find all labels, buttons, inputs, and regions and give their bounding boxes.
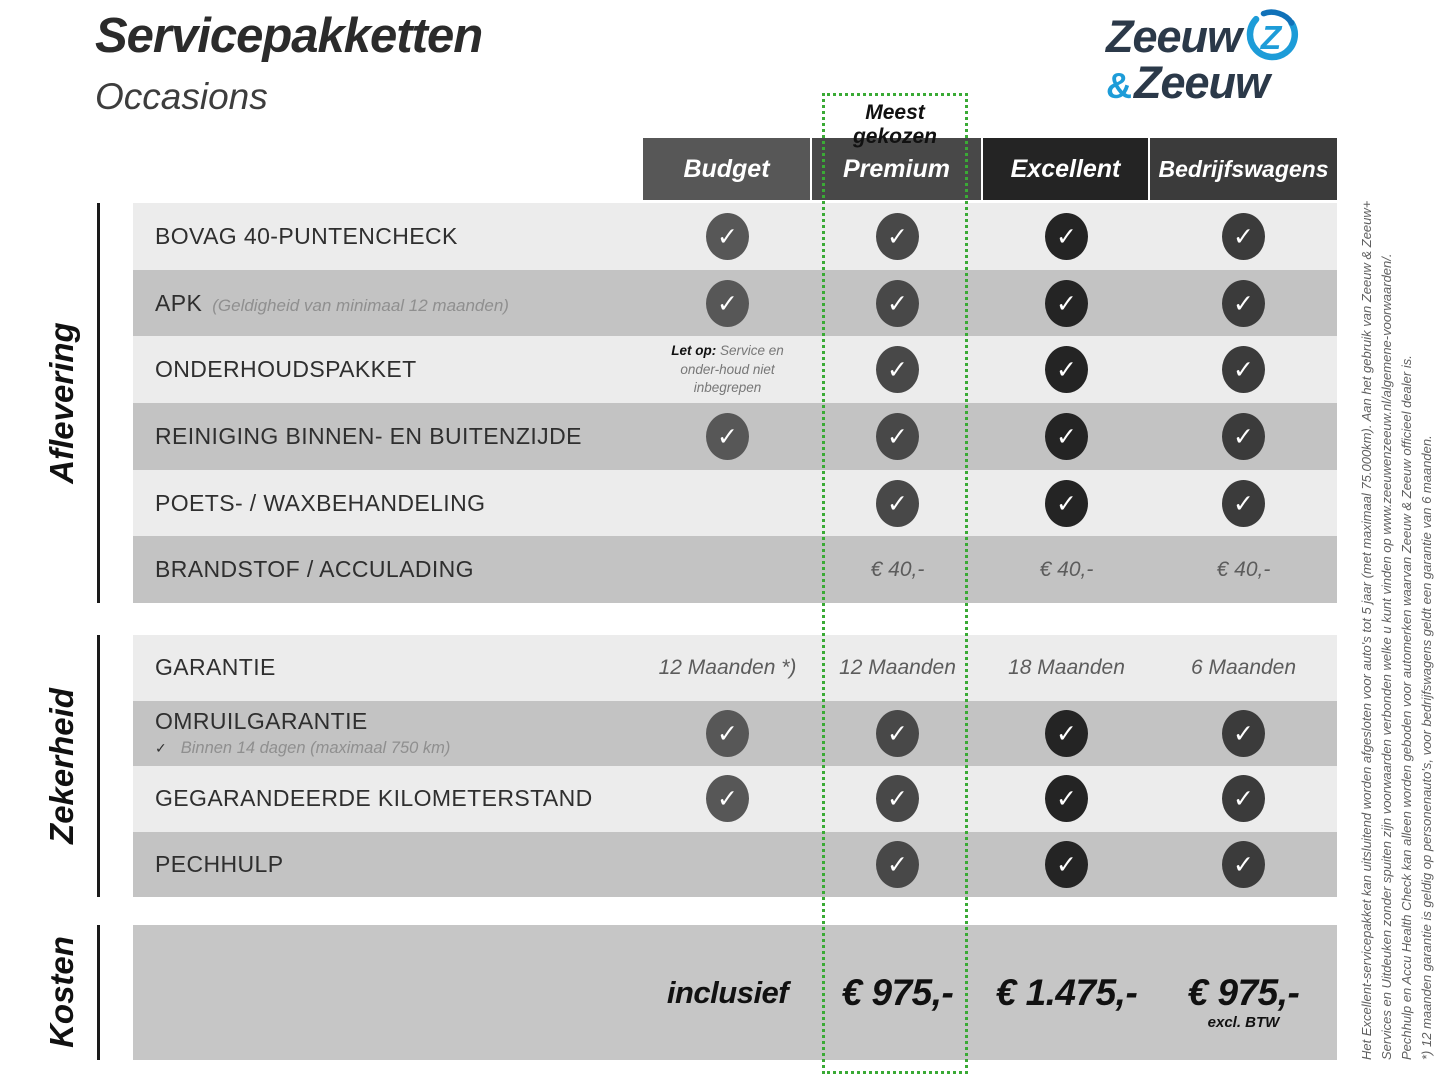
page-subtitle: Occasions (95, 76, 268, 117)
disclaimer-line: Pechhulp en Accu Health Check kan alleen worden geboden voor automerken waarvan Zeeuw & Zeeuw officieel dealer is. (1399, 355, 1414, 1060)
value-cell (1150, 656, 1337, 680)
check-cell (812, 213, 983, 260)
row-label-text: BOVAG 40-PUNTENCHECK (155, 222, 458, 249)
check-icon: ✓ (1045, 841, 1088, 888)
table-row (133, 701, 1337, 767)
row-label-text: GEGARANDEERDE KILOMETERSTAND (155, 785, 593, 812)
check-cell (983, 480, 1150, 527)
check-icon: ✓ (1222, 346, 1265, 393)
check-cell (643, 280, 812, 327)
check-icon: ✓ (706, 280, 749, 327)
check-cell (812, 710, 983, 757)
kosten-cell-premium (812, 972, 983, 1014)
check-cell (1150, 413, 1337, 460)
column-header-budget: Budget (643, 138, 812, 200)
section-divider-aflevering (97, 203, 100, 603)
kosten-value-premium: € 975,- (841, 971, 954, 1013)
cell-value: 6 Maanden (1190, 655, 1297, 679)
table-row (133, 336, 1337, 403)
cell-value: 12 Maanden *) (658, 655, 797, 679)
kosten-row (133, 925, 1337, 1060)
cell-value: 12 Maanden (839, 655, 956, 679)
table-row (133, 470, 1337, 537)
column-headers (643, 138, 1337, 200)
check-cell (983, 346, 1150, 393)
value-cell (643, 656, 812, 680)
check-icon: ✓ (1222, 710, 1265, 757)
row-label-text: APK (155, 289, 203, 316)
cell-value: € 40,- (870, 557, 925, 581)
disclaimer-line: Services en Uitdeuken zonder spuiten zijn voorwaarden verbonden welke u kunt vinden op www.zeeuwenzeeuw.nl/algemene-voorwaarden/. (1379, 253, 1394, 1060)
check-icon: ✓ (706, 413, 749, 460)
check-icon: ✓ (1045, 213, 1088, 260)
table-row (133, 403, 1337, 470)
check-icon: ✓ (876, 841, 919, 888)
value-cell (983, 656, 1150, 680)
row-label (133, 490, 643, 517)
section-rows-zekerheid (133, 635, 1337, 897)
table-row (133, 203, 1337, 270)
check-cell (643, 213, 812, 260)
value-cell (812, 558, 983, 582)
value-cell (812, 656, 983, 680)
check-icon: ✓ (706, 213, 749, 260)
row-label-text: ONDERHOUDSPAKKET (155, 356, 417, 383)
row-label (133, 556, 643, 583)
section-rows-aflevering (133, 203, 1337, 603)
check-icon: ✓ (1045, 480, 1088, 527)
check-icon: ✓ (1222, 213, 1265, 260)
check-cell (983, 413, 1150, 460)
check-icon: ✓ (706, 710, 749, 757)
check-cell (812, 775, 983, 822)
row-label (133, 851, 643, 878)
check-icon: ✓ (876, 280, 919, 327)
row-label (133, 423, 643, 450)
check-cell (983, 775, 1150, 822)
check-icon: ✓ (1222, 775, 1265, 822)
check-cell (983, 280, 1150, 327)
check-cell (983, 710, 1150, 757)
kosten-btw-note: excl. BTW (1207, 1013, 1280, 1031)
logo-z-swoosh-icon (1243, 8, 1299, 64)
check-icon: ✓ (1045, 775, 1088, 822)
check-icon: ✓ (876, 710, 919, 757)
brand-logo (1106, 8, 1346, 107)
check-cell (983, 213, 1150, 260)
check-icon: ✓ (876, 775, 919, 822)
value-cell (983, 558, 1150, 582)
row-label (133, 708, 643, 758)
logo-line-2 (1106, 57, 1346, 108)
check-cell (812, 841, 983, 888)
check-icon: ✓ (1045, 710, 1088, 757)
row-label-text: POETS- / WAXBEHANDELING (155, 489, 486, 516)
row-label-text: OMRUILGARANTIE (155, 708, 368, 735)
check-icon: ✓ (876, 480, 919, 527)
check-cell (812, 480, 983, 527)
table-row (133, 832, 1337, 898)
row-label (133, 654, 643, 681)
kosten-cell-excellent (983, 972, 1150, 1014)
table-row (133, 536, 1337, 603)
check-cell (1150, 346, 1337, 393)
kosten-value-excellent: € 1.475,- (995, 971, 1138, 1013)
note-cell (643, 342, 812, 397)
kosten-cell-budget (643, 975, 812, 1011)
check-icon: ✓ (706, 775, 749, 822)
section-divider-zekerheid (97, 635, 100, 897)
row-label-note: (Geldigheid van minimaal 12 maanden) (212, 295, 509, 315)
row-label-text: BRANDSTOF / ACCULADING (155, 556, 474, 583)
check-cell (1150, 710, 1337, 757)
cell-value: 18 Maanden (1008, 655, 1125, 679)
row-label (133, 290, 643, 317)
page-title: Servicepakketten (95, 9, 483, 63)
column-header-premium: Premium (812, 138, 983, 200)
section-label-aflevering: Aflevering (43, 322, 80, 484)
check-icon: ✓ (876, 413, 919, 460)
cell-note: Let op: Service en onder-houd niet inbegrepen (671, 343, 784, 395)
row-label-text: PECHHULP (155, 850, 284, 877)
logo-word-zeeuw: Zeeuw (1106, 10, 1242, 62)
kosten-cell-bedrijfswagens (1150, 971, 1337, 1031)
most-chosen-badge: Meest gekozen (852, 101, 938, 148)
cell-value: € 40,- (1216, 557, 1271, 581)
row-label-text: REINIGING BINNEN- EN BUITENZIJDE (155, 422, 582, 449)
row-label (133, 785, 643, 812)
table-row (133, 270, 1337, 337)
check-icon: ✓ (1222, 413, 1265, 460)
check-cell (1150, 775, 1337, 822)
check-icon: ✓ (1045, 413, 1088, 460)
cell-value: € 40,- (1039, 557, 1094, 581)
check-cell (643, 710, 812, 757)
column-header-excellent: Excellent (983, 138, 1150, 200)
disclaimer-line: *) 12 maanden garantie is geldig op personenauto's, voor bedrijfswagens geldt een garantie van 6 maanden. (1419, 435, 1434, 1060)
check-cell (643, 775, 812, 822)
check-cell (812, 413, 983, 460)
check-cell (1150, 280, 1337, 327)
disclaimer-text (1357, 140, 1437, 1060)
svg-text:Z: Z (1260, 20, 1282, 58)
check-cell (983, 841, 1150, 888)
section-label-kosten: Kosten (43, 936, 80, 1048)
row-label-text: GARANTIE (155, 654, 276, 681)
check-icon: ✓ (1222, 480, 1265, 527)
logo-ampersand: & (1106, 65, 1132, 106)
logo-line-1 (1106, 8, 1346, 64)
row-sublabel: ✓ Binnen 14 dagen (maximaal 750 km) (155, 739, 451, 758)
check-cell (1150, 841, 1337, 888)
check-cell (812, 346, 983, 393)
table-row (133, 635, 1337, 701)
check-cell (1150, 480, 1337, 527)
logo-word-zeeuw-2: Zeeuw (1134, 57, 1270, 108)
row-label (133, 356, 643, 383)
kosten-value-bedrijfswagens: € 975,- (1187, 971, 1300, 1013)
row-label (133, 223, 643, 250)
check-cell (1150, 213, 1337, 260)
check-icon: ✓ (1222, 841, 1265, 888)
check-cell (812, 280, 983, 327)
table-row (133, 766, 1337, 832)
check-icon: ✓ (876, 213, 919, 260)
check-cell (643, 413, 812, 460)
column-header-bedrijfswagens: Bedrijfswagens (1150, 138, 1337, 200)
check-icon: ✓ (1045, 280, 1088, 327)
check-icon: ✓ (1222, 280, 1265, 327)
section-label-zekerheid: Zekerheid (43, 688, 80, 844)
small-check-icon: ✓ (155, 741, 167, 758)
check-icon: ✓ (876, 346, 919, 393)
disclaimer-line: Het Excellent-servicepakket kan uitsluitend worden afgesloten voor auto's tot 5 jaar (met maximaal 75.000km). Aan het gebruik van Zeeuw & Zeeuw+ (1359, 200, 1374, 1060)
kosten-value-budget: inclusief (666, 974, 789, 1010)
check-icon: ✓ (1045, 346, 1088, 393)
value-cell (1150, 558, 1337, 582)
section-divider-kosten (97, 925, 100, 1060)
